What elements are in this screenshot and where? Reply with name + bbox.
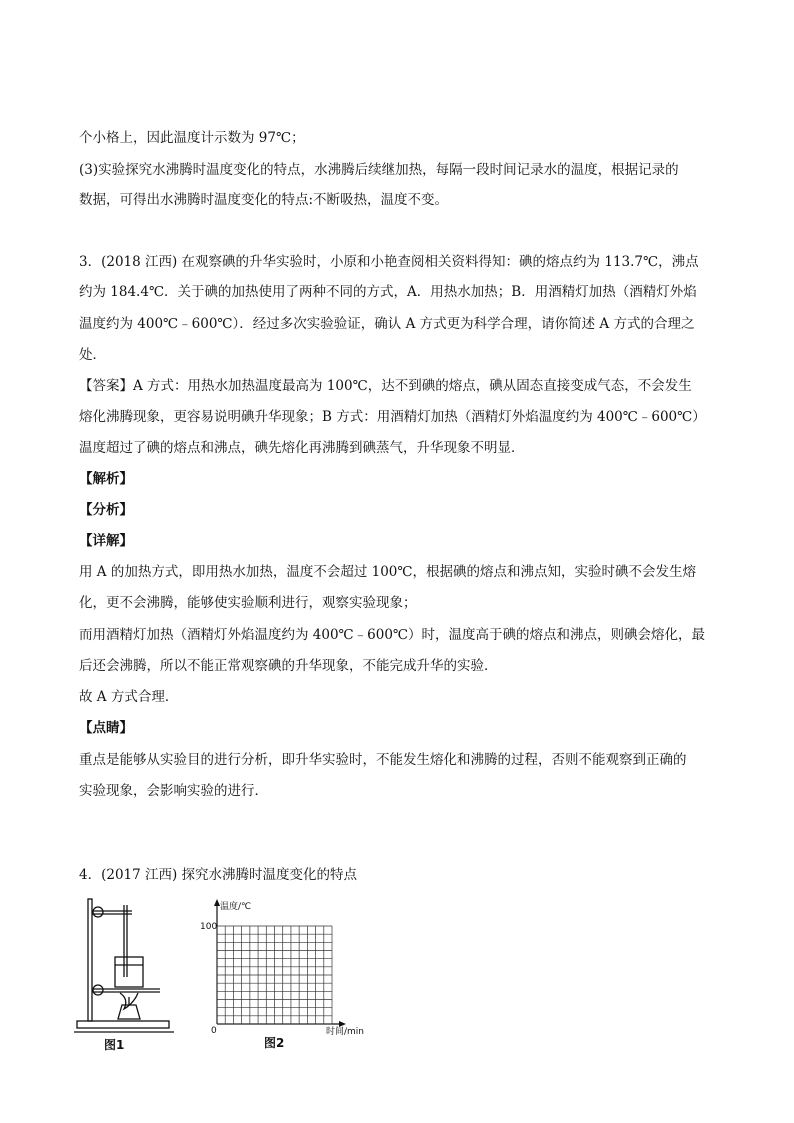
text-line: 用 A 的加热方式，即用热水加热，温度不会超过 100℃，根据碘的熔点和沸点知，实验时碘不会发生熔 (79, 564, 696, 580)
question-3-stem: 3．(2018 江西) 在观察碘的升华实验时，小原和小艳查阅相关资料得知：碘的熔点约为 113.7℃，沸点 (79, 254, 699, 270)
origin-label: 0 (211, 1026, 217, 1036)
text-line: 温度超过了碘的熔点和沸点，碘先熔化再沸腾到碘蒸气，升华现象不明显． (79, 440, 525, 456)
figure-1-caption: 图1 (104, 1038, 125, 1052)
boiling-apparatus-drawing (74, 893, 174, 1038)
text-line: 重点是能够从实验目的进行分析，即升华实验时，不能发生熔化和沸腾的过程，否则不能观察到正确的 (79, 752, 687, 768)
figure-1-apparatus (74, 893, 174, 1052)
text-line: 温度约为 400℃﹣600℃）．经过多次实验验证，确认 A 方式更为科学合理，请你简述 A 方式的合理之 (79, 316, 695, 332)
y-max-tick-label: 100 (200, 922, 218, 932)
x-axis-label: 时间/min (326, 1027, 365, 1037)
y-axis-label: 温度/℃ (220, 902, 252, 912)
text-line: 约为 184.4℃．关于碘的加热使用了两种不同的方式，A．用热水加热；B．用酒精灯加热（酒精灯外焰 (79, 284, 697, 300)
text-line: 化，更不会沸腾，能够使实验顺利进行，观察实验现象； (79, 595, 417, 611)
text-line: 后还会沸腾，所以不能正常观察碘的升华现象，不能完成升华的实验． (79, 658, 498, 674)
text-line: 实验现象，会影响实验的进行． (79, 783, 268, 799)
figure-2-grid-chart (198, 898, 365, 1050)
question-4-stem: 4．(2017 江西) 探究水沸腾时温度变化的特点 (79, 867, 358, 883)
detail-heading: 【详解】 (79, 533, 133, 549)
dianjing-heading: 【点睛】 (79, 720, 133, 736)
analysis-heading: 【解析】 (79, 471, 133, 487)
figure-2-caption: 图2 (264, 1036, 285, 1050)
text-line: (3)实验探究水沸腾时温度变化的特点，水沸腾后续继加热，每隔一段时间记录水的温度，根据记录的 (79, 162, 679, 178)
grid-lines (217, 926, 332, 1024)
text-line: 数据，可得出水沸腾时温度变化的特点:不断吸热，温度不变。 (79, 192, 449, 208)
temperature-time-grid (198, 898, 365, 1037)
text-line: 个小格上，因此温度计示数为 97℃； (79, 130, 305, 146)
fenxi-heading: 【分析】 (79, 502, 133, 518)
text-line: 熔化沸腾现象，更容易说明碘升华现象；B 方式：用酒精灯加热（酒精灯外焰温度约为 400℃﹣600℃） (79, 409, 706, 425)
text-line: 故 A 方式合理． (79, 689, 179, 705)
text-line: 处． (79, 347, 106, 363)
answer-label-line: 【答案】A 方式：用热水加热温度最高为 100℃，达不到碘的熔点，碘从固态直接变成气态，不会发生 (79, 378, 692, 394)
text-line: 而用酒精灯加热（酒精灯外焰温度约为 400℃﹣600℃）时，温度高于碘的熔点和沸点，则碘会熔化，最 (79, 627, 706, 643)
